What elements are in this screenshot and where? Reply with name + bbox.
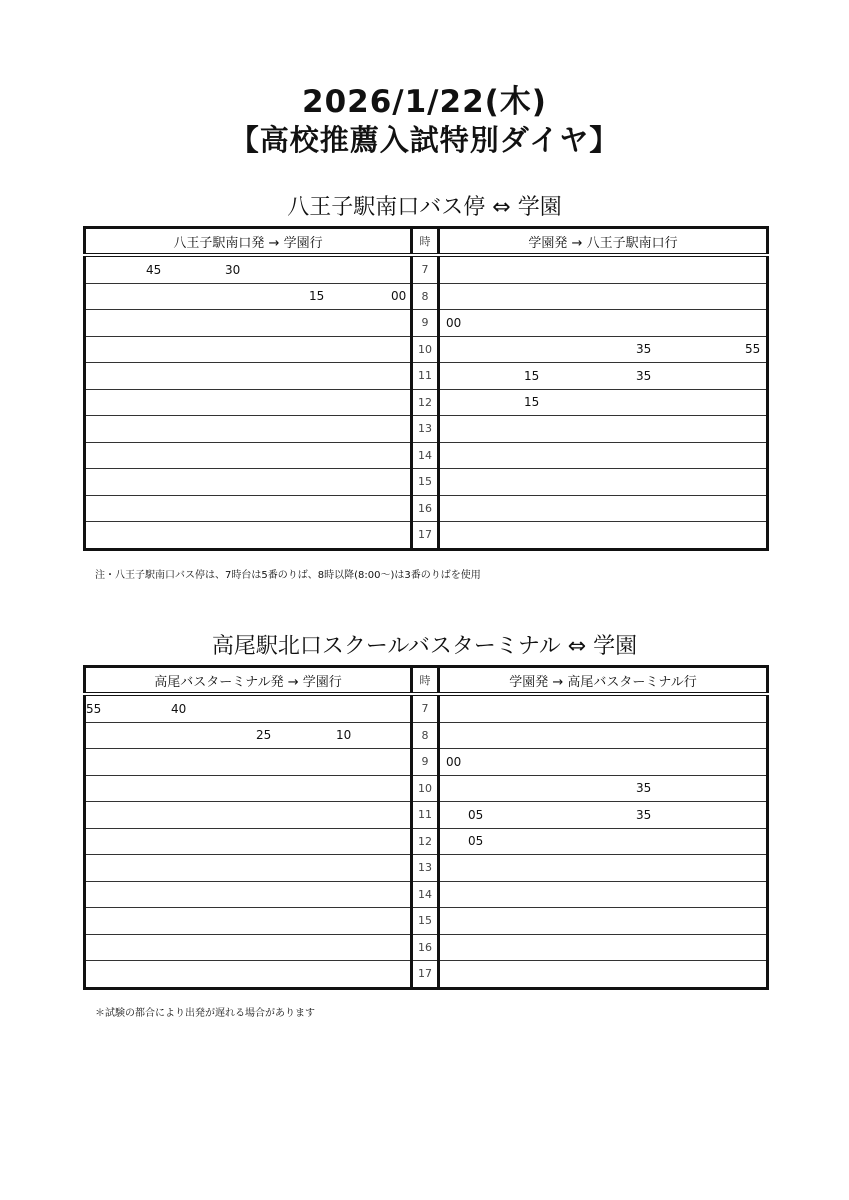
departure-minute: 00 [391,289,407,304]
table-row [85,961,768,989]
column-header-return: 学園発 → 高尾バスターミナル行 [439,667,768,695]
table-header-row [85,228,768,256]
hour-cell: 13 [412,855,439,882]
return-cell [439,775,768,802]
hour-cell: 8 [412,722,439,749]
departure-minute: 15 [309,289,325,304]
outbound-cell [85,934,412,961]
return-cell [439,442,768,469]
return-cell [439,336,768,363]
departure-minute: 15 [524,395,540,410]
outbound-cell [85,749,412,776]
outbound-cell [85,416,412,443]
table-row [85,336,768,363]
hour-cell: 11 [412,363,439,390]
section-title-hachioji: 八王子駅南口バス停 ⇔ 学園 [287,195,562,220]
departure-minute: 35 [636,807,652,822]
outbound-cell [85,908,412,935]
table-row [85,389,768,416]
hour-cell: 12 [412,828,439,855]
return-cell [439,828,768,855]
departure-minute: 05 [468,834,484,849]
outbound-cell [85,694,412,722]
table-row [85,828,768,855]
section-title-takao: 高尾駅北口スクールバスターミナル ⇔ 学園 [211,634,638,659]
hour-cell: 13 [412,416,439,443]
departure-minute: 55 [745,342,761,357]
hour-cell: 7 [412,255,439,283]
return-cell [439,416,768,443]
departure-minute: 05 [468,807,484,822]
table-row [85,694,768,722]
return-cell [439,694,768,722]
hour-cell: 16 [412,495,439,522]
outbound-cell [85,828,412,855]
outbound-cell [85,469,412,496]
table-row [85,802,768,829]
hour-cell: 9 [412,310,439,337]
column-header-outbound: 八王子駅南口発 → 学園行 [85,228,412,256]
outbound-cell [85,881,412,908]
table-row [85,442,768,469]
table-row [85,775,768,802]
timetable-hachioji [83,226,769,551]
table-row [85,469,768,496]
return-cell [439,522,768,550]
hour-cell: 10 [412,775,439,802]
outbound-cell [85,775,412,802]
page-date: 2026/1/22(木) [302,84,547,120]
table-row [85,908,768,935]
hour-cell: 11 [412,802,439,829]
column-header-hour: 時 [412,667,439,695]
return-cell [439,255,768,283]
departure-minute: 30 [225,262,241,277]
return-cell [439,881,768,908]
outbound-cell [85,722,412,749]
column-header-return: 学園発 → 八王子駅南口行 [439,228,768,256]
return-cell [439,802,768,829]
hour-cell: 15 [412,469,439,496]
hour-cell: 14 [412,881,439,908]
table-row [85,255,768,283]
note-hachioji: 注・八王子駅南口バス停は、7時台は5番のりば、8時以降(8:00～)は3番のりばを使用 [95,570,481,581]
page-title: 【高校推薦入試特別ダイヤ】 [229,123,620,157]
outbound-cell [85,255,412,283]
return-cell [439,283,768,310]
table-row [85,495,768,522]
hour-cell: 15 [412,908,439,935]
hour-cell: 17 [412,961,439,989]
outbound-cell [85,389,412,416]
outbound-cell [85,336,412,363]
return-cell [439,855,768,882]
departure-minute: 55 [86,701,102,716]
table-row [85,881,768,908]
departure-minute: 10 [336,728,352,743]
outbound-cell [85,961,412,989]
outbound-cell [85,363,412,390]
hour-cell: 7 [412,694,439,722]
hour-cell: 17 [412,522,439,550]
return-cell [439,310,768,337]
return-cell [439,363,768,390]
return-cell [439,908,768,935]
table-header-row [85,667,768,695]
hour-cell: 16 [412,934,439,961]
return-cell [439,722,768,749]
outbound-cell [85,495,412,522]
outbound-cell [85,283,412,310]
note-takao: ＊試験の都合により出発が遅れる場合があります [95,1008,315,1019]
outbound-cell [85,855,412,882]
departure-minute: 25 [256,728,272,743]
departure-minute: 45 [146,262,162,277]
table-row [85,722,768,749]
table-row [85,749,768,776]
departure-minute: 15 [524,368,540,383]
departure-minute: 35 [636,368,652,383]
table-row [85,522,768,550]
hour-cell: 14 [412,442,439,469]
hour-cell: 12 [412,389,439,416]
outbound-cell [85,442,412,469]
return-cell [439,961,768,989]
return-cell [439,389,768,416]
table-row [85,855,768,882]
return-cell [439,749,768,776]
column-header-outbound: 高尾バスターミナル発 → 学園行 [85,667,412,695]
timetable-takao [83,665,769,990]
hour-cell: 9 [412,749,439,776]
departure-minute: 40 [171,701,187,716]
outbound-cell [85,310,412,337]
table-row [85,310,768,337]
departure-minute: 35 [636,781,652,796]
table-row [85,363,768,390]
hour-cell: 10 [412,336,439,363]
return-cell [439,469,768,496]
departure-minute: 00 [446,315,462,330]
hour-cell: 8 [412,283,439,310]
table-row [85,934,768,961]
outbound-cell [85,522,412,550]
departure-minute: 00 [446,754,462,769]
column-header-hour: 時 [412,228,439,256]
return-cell [439,495,768,522]
departure-minute: 35 [636,342,652,357]
table-row [85,416,768,443]
outbound-cell [85,802,412,829]
return-cell [439,934,768,961]
table-row [85,283,768,310]
